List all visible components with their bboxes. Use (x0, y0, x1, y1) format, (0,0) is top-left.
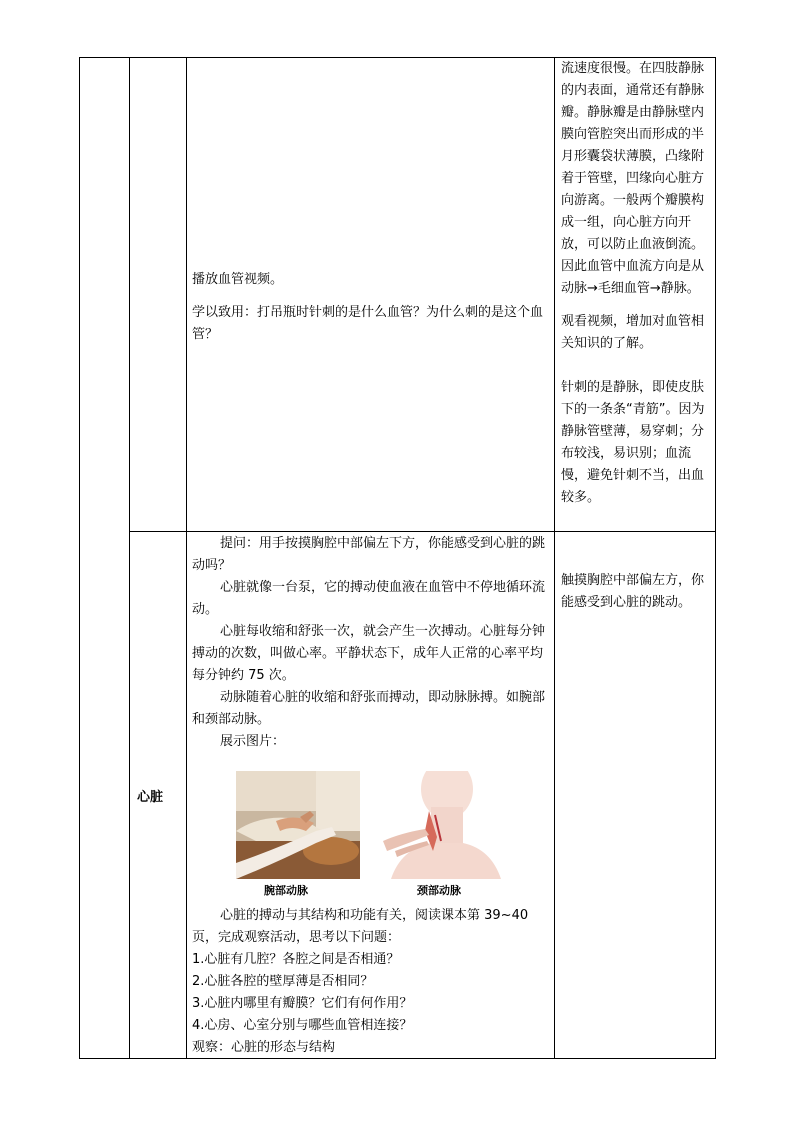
col-divider-1 (129, 57, 130, 1059)
question-2: 2.心脏各腔的壁厚薄是否相同？ (192, 974, 374, 989)
question-3: 3.心脏内哪里有瓣膜？它们有何作用？ (192, 996, 413, 1011)
row2-middle-cell-lower (192, 905, 548, 1059)
pulse-text: 动脉随着心脏的收缩和舒张而搏动，即动脉脉搏。如腕部和颈部动脉。 (192, 690, 546, 727)
watch-video-text: 观看视频，增加对血管相关知识的了解。 (561, 314, 705, 351)
needle-answer: 针刺的是静脉，即使皮肤下的一条条“青筋”。因为静脉管壁薄，易穿刺；分布较浅，易识别；血流慢，避免针刺不当，出血较多。 (561, 380, 705, 505)
table-left-border (79, 57, 80, 1059)
row2-middle-cell (192, 533, 548, 753)
row1-middle-cell (192, 269, 548, 346)
heart-rate-text: 心脏每收缩和舒张一次，就会产生一次搏动。心脏每分钟搏动的次数，叫做心率。平静状态下，成年人正常的心率平均每分钟约 75 次。 (192, 624, 546, 683)
vein-valve-text: 流速度很慢。在四肢静脉的内表面，通常还有静脉瓣。静脉瓣是由静脉壁内膜向管腔突出而形成的半月形囊袋状薄膜，凸缘附着于管壁，凹缘向心脏方向游离。一般两个瓣膜构成一组，向心脏方向开放，可以防止血液倒流。因此血管中血流方向是从动脉→毛细血管→静脉。 (561, 61, 705, 296)
col-divider-3 (554, 57, 555, 1059)
observation-text: 观察：心脏的形态与结构 (192, 1040, 336, 1055)
wrist-artery-image (236, 771, 360, 879)
row-divider (129, 531, 716, 532)
question-1: 1.心脏有几腔？各腔之间是否相通？ (192, 952, 400, 967)
question-4: 4.心房、心室分别与哪些血管相连接？ (192, 1018, 413, 1033)
wrist-artery-caption: 腕部动脉 (264, 884, 308, 897)
row2-right-cell (561, 570, 713, 614)
reading-task-text: 心脏的搏动与其结构和功能有关，阅读课本第 39~40 页，完成观察活动，思考以下问题： (192, 908, 529, 945)
neck-artery-image (381, 771, 505, 879)
table-right-border (715, 57, 716, 1059)
section-label-heart: 心脏 (137, 790, 164, 805)
heart-pump-text: 心脏就像一台泵，它的搏动使血液在血管中不停地循环流动。 (192, 580, 546, 617)
show-images-text: 展示图片： (220, 734, 286, 749)
row1-right-cell (561, 58, 709, 509)
apply-question: 学以致用：打吊瓶时针刺的是什么血管？为什么刺的是这个血管？ (192, 305, 544, 342)
heartbeat-answer: 触摸胸腔中部偏左方，你能感受到心脏的跳动。 (561, 573, 705, 610)
neck-artery-caption: 颈部动脉 (417, 884, 461, 897)
video-text: 播放血管视频。 (192, 272, 284, 287)
col-divider-2 (186, 57, 187, 1059)
heartbeat-question: 提问：用手按摸胸腔中部偏左下方，你能感受到心脏的跳动吗？ (192, 536, 546, 573)
